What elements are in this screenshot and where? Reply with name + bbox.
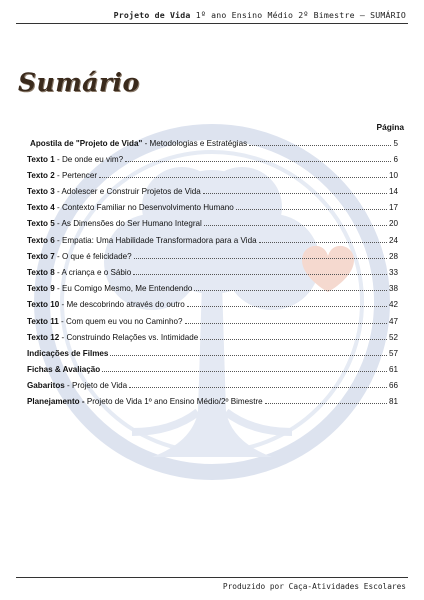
toc-entry-number: Fichas & Avaliação: [27, 365, 101, 374]
toc-entry-title: - A criança e o Sábio: [54, 268, 132, 277]
toc-entry: [27, 316, 398, 327]
dot-leader: [203, 186, 387, 194]
toc-entry-title: - Me descobrindo através do outro: [59, 300, 185, 309]
toc-entry-page: 42: [388, 300, 398, 309]
toc-entry: [27, 202, 398, 213]
dot-leader: [187, 299, 387, 307]
toc-entry-label: [27, 284, 192, 294]
toc-entry-number: Texto 5: [27, 219, 55, 228]
toc-entry-page: 6: [393, 155, 398, 164]
toc-entry-label: [27, 268, 131, 278]
toc-entry-title: - Contexto Familiar no Desenvolvimento Humano: [54, 203, 234, 212]
toc-entry-number: Texto 11: [27, 317, 59, 326]
toc-entry: [30, 138, 398, 149]
toc-entry-title: - Metodologias e Estratégias: [142, 139, 248, 148]
toc-entry-title: - O que é felicidade?: [54, 252, 132, 261]
header-detail: 1º ano Ensino Médio 2º Bimestre – SUMÁRIO: [190, 10, 406, 20]
page-header: [114, 10, 406, 20]
toc-entry: [27, 235, 398, 246]
toc-entry-label: [27, 203, 234, 213]
toc-entry-page: 20: [388, 219, 398, 228]
dot-leader: [259, 235, 387, 243]
toc-entry-title: - As Dimensões do Ser Humano Integral: [54, 219, 202, 228]
dot-leader: [185, 316, 387, 324]
toc-entry-title: - Empatia: Uma Habilidade Transformadora para a Vida: [54, 236, 257, 245]
toc-entry-label: [27, 300, 185, 310]
toc-entry-title: - Adolescer e Construir Projetos de Vida: [54, 187, 201, 196]
toc-entry-number: Texto 6: [27, 236, 55, 245]
toc-entry-number: Texto 9: [27, 284, 55, 293]
toc-entry: [27, 396, 398, 407]
toc-entry-number: Texto 1: [27, 155, 55, 164]
toc-entry-label: [27, 365, 100, 375]
toc-entry: [27, 348, 398, 359]
toc-entry-label: [27, 397, 263, 407]
toc-entry-label: [27, 381, 127, 391]
toc-entry-label: [27, 187, 201, 197]
toc-entry-number: Indicações de Filmes: [27, 349, 109, 358]
toc-entry: [27, 332, 398, 343]
dot-leader: [194, 283, 387, 291]
dot-leader: [125, 154, 391, 162]
toc-entry-page: 81: [388, 397, 398, 406]
dot-leader: [129, 380, 387, 388]
toc-entry: [27, 380, 398, 391]
toc-entry-label: [27, 219, 202, 229]
toc-entry-title: - Pertencer: [54, 171, 98, 180]
header-rule: [16, 23, 408, 24]
dot-leader: [134, 251, 387, 259]
toc-entry-page: 14: [388, 187, 398, 196]
page-title: Sumário: [18, 68, 140, 97]
toc-entry-label: [27, 252, 132, 262]
toc-entry-title: - Eu Comigo Mesmo, Me Entendendo: [54, 284, 193, 293]
toc-entry-page: 61: [388, 365, 398, 374]
toc-entry-number: Planejamento -: [27, 397, 85, 406]
toc-entry-page: 28: [388, 252, 398, 261]
toc-entry-title: - De onde eu vim?: [54, 155, 124, 164]
toc-entry-page: 47: [388, 317, 398, 326]
footer-rule: [16, 577, 408, 578]
toc-entry-label: [27, 333, 198, 343]
toc-entry-label: [30, 139, 247, 149]
toc-entry-label: [27, 171, 97, 181]
toc-entry-number: Texto 4: [27, 203, 55, 212]
dot-leader: [236, 202, 387, 210]
toc-entry-title: - Projeto de Vida: [64, 381, 128, 390]
dot-leader: [110, 348, 387, 356]
toc-entry-page: 38: [388, 284, 398, 293]
toc-entry-number: Texto 2: [27, 171, 55, 180]
toc-entry-title: - Com quem eu vou no Caminho?: [58, 317, 183, 326]
toc-entry: [27, 154, 398, 165]
toc-entry-label: [27, 236, 257, 246]
toc-entry-page: 5: [393, 139, 398, 148]
dot-leader: [249, 138, 391, 146]
dot-leader: [265, 396, 387, 404]
toc-entry-page: 33: [388, 268, 398, 277]
toc-entry-label: [27, 317, 183, 327]
toc-entry-page: 57: [388, 349, 398, 358]
dot-leader: [133, 267, 387, 275]
toc-entry-number: Texto 3: [27, 187, 55, 196]
dot-leader: [204, 218, 387, 226]
page-column-label: Página: [376, 122, 404, 132]
toc-entry-number: Apostila de "Projeto de Vida": [30, 139, 143, 148]
toc-entry: [27, 267, 398, 278]
toc-entry-number: Texto 10: [27, 300, 60, 309]
toc-entry-label: [27, 155, 123, 165]
toc-entry-number: Gabaritos: [27, 381, 65, 390]
toc-entry: [27, 170, 398, 181]
toc-entry-title: Projeto de Vida 1º ano Ensino Médio/2º Bimestre: [84, 397, 263, 406]
toc-entry: [27, 218, 398, 229]
toc-entry: [27, 364, 398, 375]
dot-leader: [200, 332, 387, 340]
toc-entry: [27, 299, 398, 310]
toc-entry-number: Texto 12: [27, 333, 60, 342]
toc-entry: [27, 251, 398, 262]
toc-entry-page: 52: [388, 333, 398, 342]
toc-entry-title: - Construindo Relações vs. Intimidade: [59, 333, 199, 342]
toc-entry: [27, 186, 398, 197]
dot-leader: [99, 170, 387, 178]
toc-entry: [27, 283, 398, 294]
toc-entry-number: Texto 8: [27, 268, 55, 277]
toc-entry-number: Texto 7: [27, 252, 55, 261]
header-project: Projeto de Vida: [113, 10, 191, 20]
page-footer: Produzido por Caça-Atividades Escolares: [222, 582, 406, 591]
toc-entry-page: 10: [388, 171, 398, 180]
toc-entry-page: 17: [388, 203, 398, 212]
toc-entry-label: [27, 349, 108, 359]
toc-entry-page: 24: [388, 236, 398, 245]
dot-leader: [102, 364, 387, 372]
toc-entry-page: 66: [388, 381, 398, 390]
